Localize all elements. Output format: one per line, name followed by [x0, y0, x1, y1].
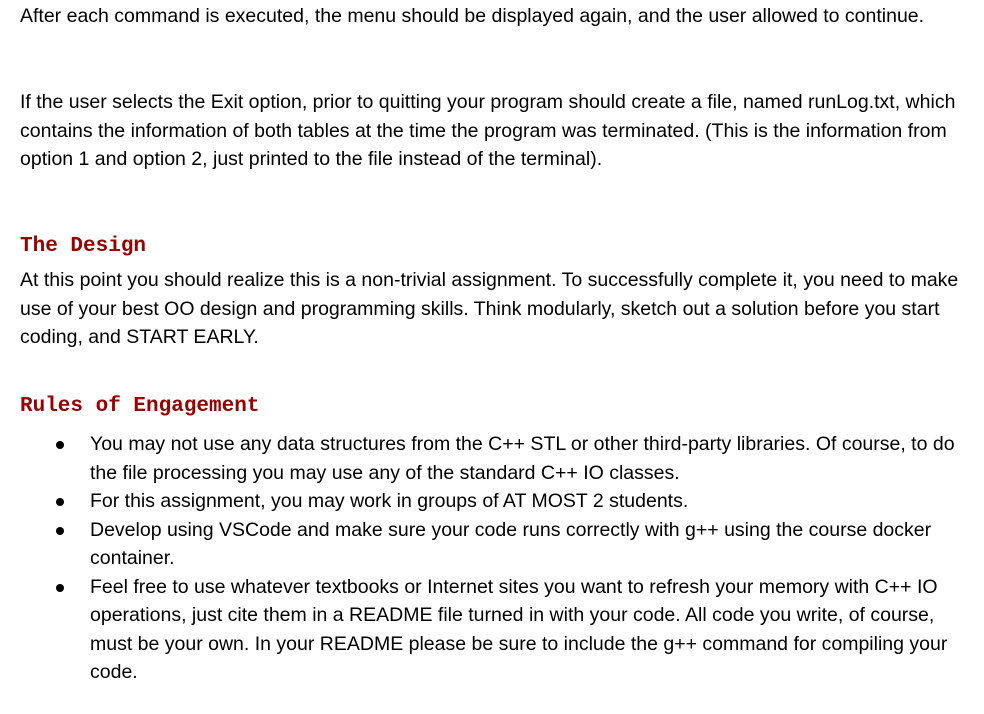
exit-option-paragraph: If the user selects the Exit option, prior to quitting your program should create a file, named runLog.txt, which contains the information of both tables at the time the program was terminated. (This is the information from option 1 and option 2, just printed to the file instead of the terminal).	[20, 91, 956, 170]
design-paragraph: At this point you should realize this is a non-trivial assignment. To successfully complete it, you need to make use of your best OO design and programming skills. Think modularly, sketch out a solution before you start coding, and START EARLY.	[20, 269, 959, 348]
rule-text: Develop using VSCode and make sure your code runs correctly with g++ using the course docker container.	[90, 518, 932, 569]
rules-heading: Rules of Engagement	[20, 395, 260, 418]
rule-text: For this assignment, you may work in groups of AT MOST 2 students.	[90, 490, 689, 512]
rule-item	[20, 430, 970, 487]
bullet-icon	[56, 498, 64, 506]
rule-item	[20, 516, 970, 573]
intro-paragraph: After each command is executed, the menu should be displayed again, and the user allowed to continue.	[20, 5, 925, 27]
rules-list	[20, 430, 970, 687]
rule-item	[20, 573, 970, 687]
rule-text: Feel free to use whatever textbooks or Internet sites you want to refresh your memory with C++ IO operations, just cite them in a README file turned in with your code. All code you write, of course, must be your own. In your README please be sure to include the g++ command for compiling your code.	[90, 575, 948, 683]
bullet-icon	[56, 527, 64, 535]
bullet-icon	[56, 584, 64, 592]
rule-text: You may not use any data structures from the C++ STL or other third-party libraries. Of course, to do the file processing you may use any of the standard C++ IO classes.	[90, 433, 955, 484]
design-heading: The Design	[20, 235, 147, 258]
bullet-icon	[56, 441, 64, 449]
rule-item	[20, 487, 970, 516]
